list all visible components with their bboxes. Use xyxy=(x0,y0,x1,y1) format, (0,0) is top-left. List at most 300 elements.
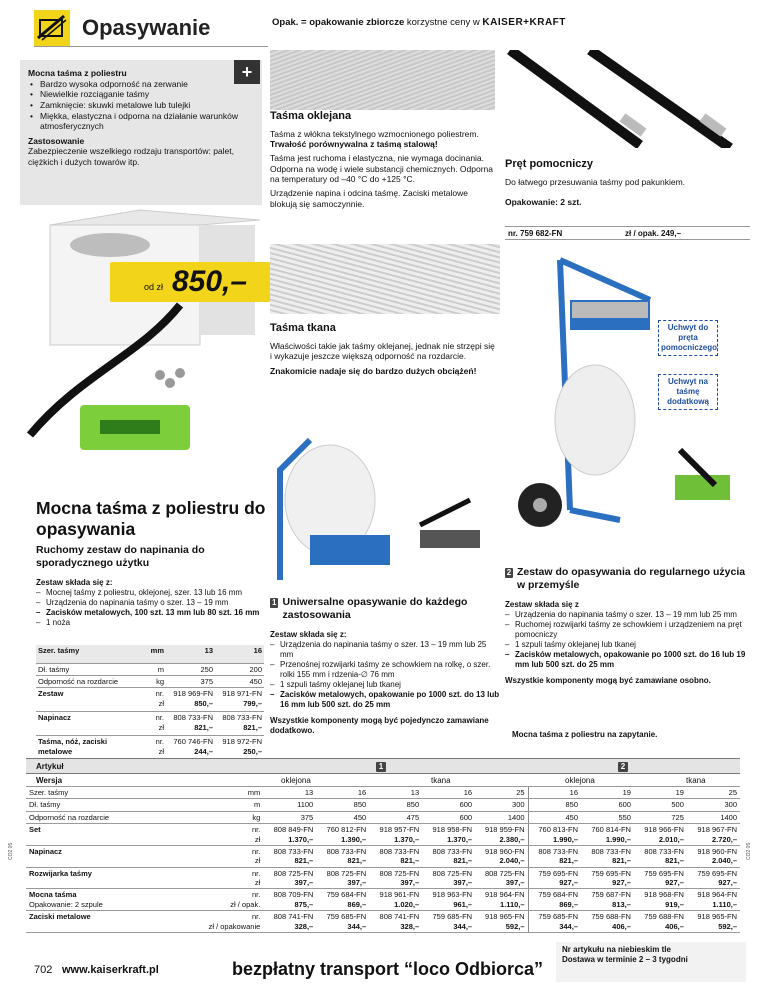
row-label: Zestaw xyxy=(36,688,136,712)
cell xyxy=(475,799,528,811)
set-left-title: Ruchomy zestaw do napinania do sporadycznego użytku xyxy=(36,544,205,569)
row-label-text: Odporność na rozdarcie xyxy=(29,812,110,822)
article-number[interactable]: 808 733-FN xyxy=(173,713,213,723)
price: 821,– xyxy=(400,856,420,866)
tasma-tkana-bold: Znakomicie nadaje się do bardzo dużych obciążeń! xyxy=(270,366,477,376)
pret-pack: Opakowanie: 2 szt. xyxy=(505,197,582,208)
article-number[interactable]: 759 688-FN xyxy=(591,912,631,922)
row-label xyxy=(26,845,185,867)
article-number[interactable]: 918 972-FN xyxy=(222,737,262,747)
row-unit: kg xyxy=(136,675,166,687)
page-title: Opasywanie xyxy=(82,15,211,40)
callout-tape-holder-label: Uchwyt na taśmę dodatkową xyxy=(667,377,709,406)
set2-item: – Zacisków metalowych, opakowanie po 1000 szt. do 16 lub 19 mm lub 500 szt. do 25 mm xyxy=(505,650,750,670)
cell xyxy=(369,787,422,799)
section-set2 xyxy=(505,566,750,686)
cell xyxy=(581,867,634,889)
price: 397,– xyxy=(347,878,367,887)
cell xyxy=(422,867,475,889)
value: 450 xyxy=(565,812,578,822)
cell xyxy=(369,845,422,867)
article-number[interactable]: 918 959-FN xyxy=(484,825,525,835)
value: 25 xyxy=(728,788,737,797)
tasma-oklejana-line3: Taśma jest ruchoma i elastyczna, nie wymaga docinania. Odporna na wodę i wiele substancji chemicznych. Odporna na temperatury od –40 °C do +125 °C. xyxy=(270,153,494,185)
value: 13 xyxy=(304,788,314,797)
on-request-note: Mocna taśma z poliestru na zapytanie. xyxy=(512,730,658,739)
set1-item: – Urządzenia do napinania taśmy o szer. 13 – 19 mm lub 25 mm xyxy=(270,640,500,660)
price-prefix: od zł xyxy=(144,282,164,292)
group-label: tkana xyxy=(686,776,706,785)
article-number[interactable]: 918 960-FN xyxy=(697,846,737,856)
cell xyxy=(687,845,740,867)
set2-item: – Ruchomej rozwijarki taśmy ze schowkiem i urządzeniem na pręt pomocniczy xyxy=(505,620,750,640)
article-number[interactable]: 918 958-FN xyxy=(432,825,473,835)
cell xyxy=(316,799,369,811)
row-val: 375 xyxy=(166,675,215,687)
article-number[interactable]: 808 733-FN xyxy=(326,846,367,856)
article-number[interactable]: 918 967-FN xyxy=(697,825,737,835)
price: 397,– xyxy=(400,878,420,887)
set2-note: Wszystkie komponenty mogą być zamawiane osobno. xyxy=(505,676,711,685)
artykul-label: Artykuł xyxy=(36,762,64,771)
table-row xyxy=(36,663,264,675)
set2-composition: Zestaw składa się z xyxy=(505,600,579,609)
price: 2.040,– xyxy=(711,856,737,866)
article-number[interactable]: 808 733-FN xyxy=(591,846,631,856)
cell xyxy=(422,889,475,911)
cell xyxy=(634,845,687,867)
value: 19 xyxy=(622,788,631,797)
article-number[interactable]: 918 966-FN xyxy=(644,825,684,835)
photo-rods xyxy=(500,50,748,148)
price: 821,– xyxy=(612,856,631,866)
intro-box xyxy=(20,60,262,205)
price: 2.010,– xyxy=(658,834,684,844)
price: 869,– xyxy=(347,899,367,909)
price: 821,– xyxy=(665,856,684,866)
price: 1.370,– xyxy=(288,834,314,844)
value: 300 xyxy=(724,800,737,810)
photo-set1 xyxy=(270,430,500,590)
cell xyxy=(687,799,740,811)
row-val xyxy=(215,736,264,760)
cell xyxy=(634,889,687,911)
intro-bullet: • Niewielkie rozciąganie taśmy xyxy=(28,89,254,100)
article-number[interactable]: 918 960-FN xyxy=(484,846,525,856)
article-number[interactable]: 759 684-FN xyxy=(326,890,367,900)
cell xyxy=(687,911,740,933)
table-row xyxy=(36,736,264,760)
expand-plus-button[interactable]: + xyxy=(234,60,260,84)
price: 821,– xyxy=(194,722,213,732)
photo-tape-oklejana xyxy=(270,50,495,110)
row-label xyxy=(26,787,185,799)
price: 1.990,– xyxy=(552,834,578,844)
footer-note-box xyxy=(556,942,746,982)
footer-shipping: bezpłatny transport “loco Odbiorca” xyxy=(232,959,544,979)
row-label xyxy=(26,799,185,811)
section-set-left xyxy=(36,544,268,628)
cell xyxy=(422,787,475,799)
row-val xyxy=(215,688,264,712)
set2-title-row xyxy=(505,566,750,592)
value: 725 xyxy=(671,812,684,822)
value: 16 xyxy=(569,788,578,797)
price: 1.990,– xyxy=(605,834,631,844)
table-row xyxy=(26,787,740,799)
price: 821,– xyxy=(243,722,262,732)
pret-price: zł / opak. 249,– xyxy=(625,229,682,238)
table-row xyxy=(26,774,740,787)
value: 450 xyxy=(353,812,367,822)
intro-heading: Mocna taśma z poliestru xyxy=(28,68,127,78)
article-number[interactable]: 759 685-FN xyxy=(432,912,473,922)
article-number[interactable]: 759 695-FN xyxy=(538,868,578,878)
set2-item: – 1 szpuli taśmy oklejanej lub tkanej xyxy=(505,640,750,650)
cell xyxy=(581,811,634,823)
header-rule xyxy=(34,46,268,47)
value: 1100 xyxy=(297,800,314,810)
cell xyxy=(634,799,687,811)
section-set1 xyxy=(270,596,500,736)
value: 475 xyxy=(406,812,420,822)
article-number[interactable]: 760 746-FN xyxy=(173,737,213,747)
set1-item: – Przenośnej rozwijarki taśmy ze schowkiem na rolkę, o szer. rolki 155 mm i rdzenia-∅ 76 mm xyxy=(270,660,500,680)
article-number[interactable]: 918 964-FN xyxy=(697,890,737,900)
row-label xyxy=(26,811,185,823)
row-val xyxy=(166,712,215,736)
cell xyxy=(475,811,528,823)
table-row xyxy=(36,688,264,712)
product-photo-box xyxy=(20,205,262,480)
main-heading: Mocna taśma z poliestru do opasywania xyxy=(36,498,266,539)
set-left-item: – 1 noża xyxy=(36,618,268,628)
cell xyxy=(369,867,422,889)
intro-bullet: • Miękka, elastyczna i odporna na działanie warunków atmosferycznych xyxy=(28,111,254,132)
article-number[interactable]: 760 812-FN xyxy=(326,825,367,835)
price: 244,– xyxy=(194,746,213,756)
row-label xyxy=(26,889,185,911)
value: 500 xyxy=(671,800,684,810)
row-label-text: Zaciski metalowe xyxy=(29,912,91,922)
article-number[interactable]: 918 957-FN xyxy=(379,825,420,835)
price: 875,– xyxy=(294,899,314,909)
article-number[interactable]: 759 695-FN xyxy=(591,868,631,878)
row-unit: nr. zł xyxy=(185,867,263,889)
cell xyxy=(581,889,634,911)
price: 799,– xyxy=(243,698,262,708)
article-number[interactable]: 759 684-FN xyxy=(538,890,578,900)
cell xyxy=(316,845,369,867)
row-unit: nr. zł xyxy=(185,824,263,846)
row-label xyxy=(26,824,185,846)
article-number[interactable]: 918 963-FN xyxy=(432,890,473,900)
th-13: 13 xyxy=(166,645,215,663)
article-number[interactable]: 808 725-FN xyxy=(484,868,525,878)
set-left-item: – Mocnej taśmy z poliestru, oklejonej, szer. 13 lub 16 mm xyxy=(36,588,268,598)
cell xyxy=(369,799,422,811)
cell xyxy=(263,845,316,867)
set-left-table xyxy=(36,645,264,760)
article-number[interactable]: 759 695-FN xyxy=(697,868,737,878)
table-row xyxy=(26,889,740,911)
cell xyxy=(581,799,634,811)
cell xyxy=(528,867,581,889)
tagline-prefix: Opak. = opakowanie zbiorcze xyxy=(272,17,405,28)
price: 821,– xyxy=(559,856,578,866)
cell xyxy=(687,787,740,799)
article-number[interactable]: 808 733-FN xyxy=(273,846,314,856)
value: 850 xyxy=(565,800,578,810)
price: 2.720,– xyxy=(711,834,737,844)
cell xyxy=(528,787,581,799)
row-label-text: Mocna taśma xyxy=(29,890,77,900)
value: 850 xyxy=(353,800,367,810)
page-number: 702 xyxy=(34,964,53,976)
price: 821,– xyxy=(294,856,314,866)
table-row xyxy=(26,811,740,823)
cell xyxy=(316,824,369,846)
cell xyxy=(634,787,687,799)
section-pret xyxy=(505,158,745,208)
price: 927,– xyxy=(718,878,737,887)
price: 1.390,– xyxy=(341,834,367,844)
row-label: Taśma, nóż, zaciski metalowe xyxy=(36,736,136,760)
value: 600 xyxy=(618,800,631,810)
row-unit: m xyxy=(185,799,263,811)
article-number[interactable]: 759 688-FN xyxy=(644,912,684,922)
usage-heading: Zastosowanie xyxy=(28,135,85,146)
cell xyxy=(475,845,528,867)
cell xyxy=(581,845,634,867)
table-row xyxy=(26,911,740,933)
pret-desc: Do łatwego przesuwania taśmy pod pakunkiem. xyxy=(505,176,686,187)
value: 13 xyxy=(410,788,420,797)
article-number[interactable]: 808 733-FN xyxy=(538,846,578,856)
article-number[interactable]: 808 709-FN xyxy=(273,890,314,900)
cell xyxy=(475,787,528,799)
tasma-oklejana-title: Taśma oklejana xyxy=(270,110,352,122)
header-logo-icon xyxy=(34,10,70,46)
cell xyxy=(687,824,740,846)
price: 397,– xyxy=(505,878,525,887)
value: 1400 xyxy=(720,812,737,822)
cell xyxy=(634,824,687,846)
intro-bullet: • Zamknięcie: skuwki metalowe lub tulejki xyxy=(28,100,254,111)
row-val xyxy=(166,736,215,760)
section-tasma-tkana xyxy=(270,322,498,377)
tasma-oklejana-line4: Urządzenie napina i odcina taśmę. Zaciski metalowe blokują się samoczynnie. xyxy=(270,187,468,209)
article-number[interactable]: 760 813-FN xyxy=(538,825,578,835)
article-number[interactable]: 759 687-FN xyxy=(591,890,631,900)
row-val xyxy=(215,712,264,736)
article-number[interactable]: 808 741-FN xyxy=(273,912,314,922)
side-code-right: CO2 05 xyxy=(746,842,752,860)
cell xyxy=(316,889,369,911)
cell xyxy=(528,911,581,933)
article-number[interactable]: 808 741-FN xyxy=(379,912,420,922)
th-width: Szer. taśmy xyxy=(36,645,136,663)
cell xyxy=(369,811,422,823)
value: 19 xyxy=(675,788,684,797)
cell xyxy=(263,911,316,933)
set1-items xyxy=(270,640,500,710)
group-1-badge: 1 xyxy=(376,762,386,772)
cell xyxy=(422,824,475,846)
row-unit: nr. zł / opak. xyxy=(185,889,263,911)
row-unit: kg xyxy=(185,811,263,823)
row-val: 250 xyxy=(166,663,215,675)
row-label: Dł. taśmy xyxy=(36,663,136,675)
article-number[interactable]: 808 725-FN xyxy=(432,868,473,878)
article-number[interactable]: 918 965-FN xyxy=(697,912,737,922)
article-number[interactable]: 918 964-FN xyxy=(484,890,525,900)
row-val xyxy=(166,688,215,712)
cell xyxy=(528,824,581,846)
brand-name: KAISER+KRAFT xyxy=(482,17,566,28)
article-number[interactable]: 808 725-FN xyxy=(379,868,420,878)
set-left-item: – Zacisków metalowych, 100 szt. 13 mm lub 80 szt. 16 mm xyxy=(36,608,268,618)
callout-rod-holder xyxy=(658,320,718,356)
intro-bullet: • Bardzo wysoka odporność na zerwanie xyxy=(28,79,254,90)
price: 1.370,– xyxy=(447,834,473,844)
price: 919,– xyxy=(665,899,684,909)
price: 328,– xyxy=(400,921,420,931)
set-left-items xyxy=(36,588,268,628)
cell xyxy=(581,824,634,846)
row-label-text: Dł. taśmy xyxy=(29,800,61,810)
value: 600 xyxy=(459,812,473,822)
cell xyxy=(263,889,316,911)
article-number[interactable]: 918 968-FN xyxy=(644,890,684,900)
article-number[interactable]: 759 695-FN xyxy=(644,868,684,878)
cell xyxy=(475,889,528,911)
usage-text: Zabezpieczenie wszelkiego rodzaju transportów: palet, ciężkich i dużych towarów itp. xyxy=(28,146,235,167)
set1-number-badge: 1 xyxy=(270,598,278,608)
set1-item: – Zacisków metalowych, opakowanie po 1000 szt. do 13 lub 16 mm lub 500 szt. do 25 mm xyxy=(270,690,500,710)
price: 1.020,– xyxy=(394,899,420,909)
price: 397,– xyxy=(294,878,314,887)
cell xyxy=(316,911,369,933)
value: 375 xyxy=(300,812,314,822)
article-number[interactable]: 759 685-FN xyxy=(538,912,578,922)
tasma-tkana-desc: Właściwości takie jak taśmy oklejanej, jednak nie strzępi się i wykazuje jeszcze większą odporność na rozdarcie. xyxy=(270,340,495,362)
price: 821,– xyxy=(453,856,473,866)
group-2-badge: 2 xyxy=(618,762,628,772)
row-label xyxy=(26,911,185,933)
article-number[interactable]: 808 733-FN xyxy=(379,846,420,856)
article-number[interactable]: 808 733-FN xyxy=(644,846,684,856)
set-left-item: – Urządzenia do napinania taśmy o szer. 13 – 19 mm xyxy=(36,598,268,608)
cell xyxy=(634,867,687,889)
price: 850,– xyxy=(194,698,213,708)
cell xyxy=(528,845,581,867)
price: 250,– xyxy=(243,746,262,756)
tasma-oklejana-line2: Trwałość porównywalna z taśmą stalową! xyxy=(270,139,438,150)
price: 927,– xyxy=(612,878,631,887)
row-unit: nr. zł xyxy=(185,845,263,867)
cell xyxy=(316,811,369,823)
article-number[interactable]: 918 965-FN xyxy=(484,912,525,922)
row-label: Odporność na rozdarcie xyxy=(36,675,136,687)
article-number[interactable]: 918 971-FN xyxy=(222,689,262,699)
price: 344,– xyxy=(347,921,367,931)
cell xyxy=(528,799,581,811)
side-code-left: CO2 05 xyxy=(8,842,14,860)
cell xyxy=(634,911,687,933)
row-unit: m xyxy=(136,663,166,675)
set1-title-row xyxy=(270,596,500,622)
article-number[interactable]: 808 725-FN xyxy=(273,868,314,878)
article-number[interactable]: 808 849-FN xyxy=(273,825,314,835)
table-row xyxy=(36,675,264,687)
value: 1400 xyxy=(507,812,525,822)
article-number[interactable]: 808 725-FN xyxy=(326,868,367,878)
value: 600 xyxy=(459,800,473,810)
callout-tape-holder xyxy=(658,374,718,410)
price: 2.040,– xyxy=(499,856,525,866)
set1-composition: Zestaw składa się z: xyxy=(270,630,347,639)
price-value: 850,– xyxy=(172,265,248,298)
article-number[interactable]: 918 961-FN xyxy=(379,890,420,900)
cell xyxy=(316,787,369,799)
row-label-text: Napinacz xyxy=(29,846,62,856)
group-label: tkana xyxy=(431,776,451,785)
value: 16 xyxy=(357,788,367,797)
price: 927,– xyxy=(665,878,684,887)
price: 2.380,– xyxy=(499,834,525,844)
cell xyxy=(687,889,740,911)
set2-number-badge: 2 xyxy=(506,568,512,577)
row-unit: nr. zł xyxy=(136,712,166,736)
tasma-oklejana-line1: Taśma z włókna tekstylnego wzmocnionego poliestrem. xyxy=(270,128,479,139)
cell xyxy=(475,911,528,933)
table-row xyxy=(26,867,740,889)
cell xyxy=(263,811,316,823)
price: 927,– xyxy=(559,878,578,887)
table-row xyxy=(26,824,740,846)
price: 869,– xyxy=(559,899,578,909)
group-label: oklejona xyxy=(281,776,311,785)
cell xyxy=(422,845,475,867)
cell xyxy=(369,824,422,846)
cell xyxy=(422,799,475,811)
cell xyxy=(316,867,369,889)
price: 344,– xyxy=(559,921,578,931)
cell xyxy=(687,867,740,889)
row-val: 450 xyxy=(215,675,264,687)
row-unit: nr. zł xyxy=(136,736,166,760)
price: 961,– xyxy=(453,899,473,909)
footer-url[interactable]: www.kaiserkraft.pl xyxy=(62,964,159,976)
value: 550 xyxy=(618,812,631,822)
article-number[interactable]: 759 685-FN xyxy=(326,912,367,922)
pret-article-number[interactable]: nr. 759 682-FN xyxy=(508,229,563,238)
article-number[interactable]: 808 733-FN xyxy=(222,713,262,723)
cell xyxy=(687,811,740,823)
set-left-composition: Zestaw składa się z: xyxy=(36,578,113,587)
photo-tape-tkana xyxy=(270,244,500,314)
cell xyxy=(528,889,581,911)
set2-item: – Urządzenia do napinania taśmy o szer. 13 – 19 mm lub 25 mm xyxy=(505,610,750,620)
article-number[interactable]: 760 814-FN xyxy=(591,825,631,835)
cell xyxy=(475,824,528,846)
set2-title: Zestaw do opasywania do regularnego użycia w przemyśle xyxy=(516,566,746,591)
article-number[interactable]: 808 733-FN xyxy=(432,846,473,856)
wersja-label: Wersja xyxy=(36,776,63,785)
cell xyxy=(422,811,475,823)
article-number[interactable]: 918 969-FN xyxy=(173,689,213,699)
